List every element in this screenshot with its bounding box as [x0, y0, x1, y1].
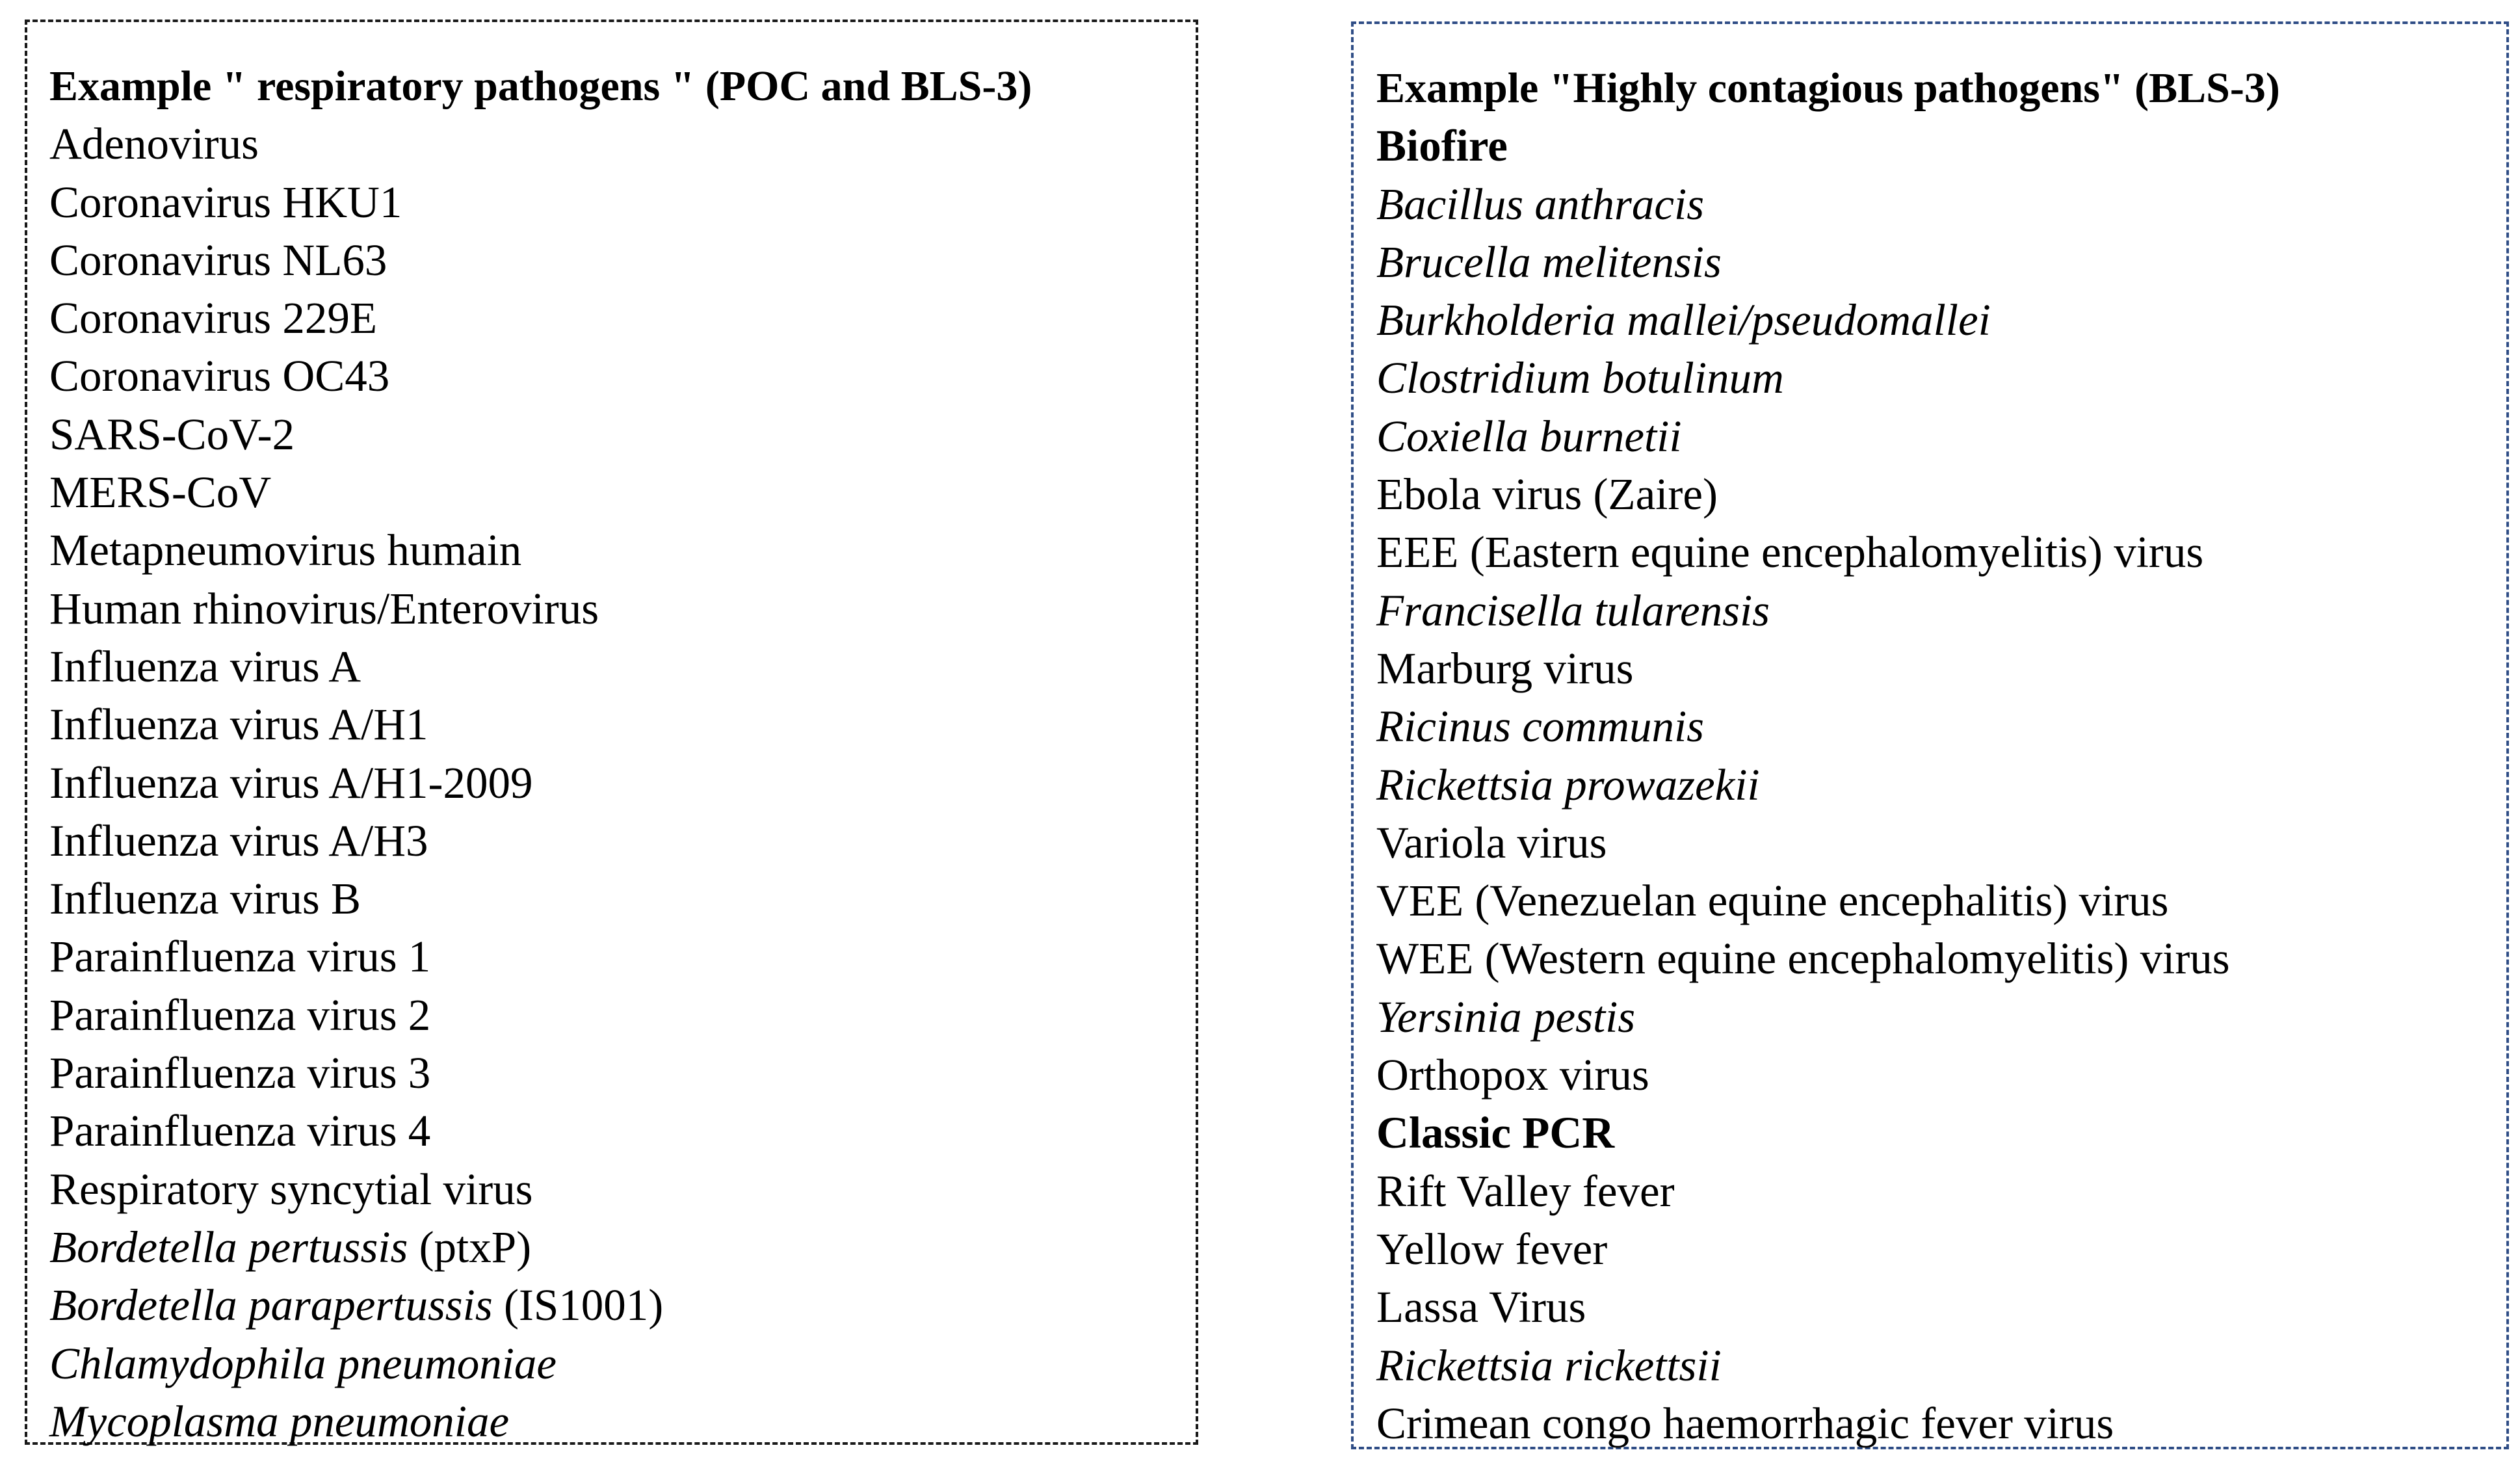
classic-pcr-pathogen-item: Lassa Virus [1376, 1282, 1586, 1332]
biofire-pathogen-item: Orthopox virus [1376, 1050, 1649, 1100]
biofire-pathogen-item: EEE (Eastern equine encephalomyelitis) virus [1376, 527, 2204, 577]
biofire-pathogen-item [1354, 291, 2506, 349]
classic-pcr-pathogen-item: Yellow fever [1376, 1224, 1608, 1274]
biofire-pathogen-item [1354, 408, 2506, 466]
respiratory-pathogen-item: Coronavirus NL63 [49, 235, 387, 285]
species-name: Rickettsia rickettsii [1376, 1340, 1722, 1390]
species-name: Bordetella parapertussis [49, 1280, 493, 1330]
biofire-pathogen-item [1354, 349, 2506, 407]
respiratory-pathogens-panel [25, 20, 1198, 1445]
respiratory-pathogen-item: Parainfluenza virus 4 [49, 1106, 431, 1156]
biofire-pathogen-item [1354, 698, 2506, 756]
respiratory-pathogens-title: Example " respiratory pathogens " (POC and BLS-3) [49, 62, 1032, 110]
species-name: Chlamydophila pneumoniae [49, 1338, 557, 1388]
respiratory-pathogen-item: Human rhinovirus/Enterovirus [49, 583, 599, 633]
target-gene: (ptxP) [408, 1222, 532, 1272]
respiratory-pathogen-item: Parainfluenza virus 2 [49, 990, 431, 1040]
biofire-pathogen-item [1354, 582, 2506, 640]
respiratory-pathogen-item: Influenza virus A/H1-2009 [49, 758, 533, 808]
biofire-pathogen-item [1354, 756, 2506, 814]
respiratory-pathogen-item: Coronavirus 229E [49, 293, 378, 343]
respiratory-pathogen-item: Influenza virus A [49, 641, 361, 691]
species-name: Brucella melitensis [1376, 237, 1722, 287]
respiratory-pathogen-item: Influenza virus A/H3 [49, 815, 428, 865]
respiratory-pathogen-item: Adenovirus [49, 119, 259, 169]
species-name: Clostridium botulinum [1376, 353, 1784, 403]
species-name: Ricinus communis [1376, 702, 1705, 752]
respiratory-pathogen-item: Parainfluenza virus 1 [49, 932, 431, 982]
classic-pcr-pathogen-list [1354, 1163, 2506, 1453]
biofire-pathogen-item: Ebola virus (Zaire) [1376, 469, 1718, 520]
species-name: Francisella tularensis [1376, 585, 1770, 635]
respiratory-pathogen-item: Parainfluenza virus 3 [49, 1048, 431, 1098]
respiratory-pathogen-item [27, 1335, 1196, 1393]
biofire-pathogen-item: Marburg virus [1376, 643, 1634, 693]
respiratory-pathogen-item: Coronavirus OC43 [49, 351, 390, 401]
respiratory-pathogen-item: Influenza virus B [49, 874, 361, 924]
respiratory-pathogen-item: Metapneumovirus humain [49, 525, 522, 575]
respiratory-pathogen-item [27, 1219, 1196, 1276]
species-name: Mycoplasma pneumoniae [49, 1396, 510, 1446]
biofire-pathogen-list [1354, 176, 2506, 1105]
respiratory-pathogen-item [27, 1276, 1196, 1334]
respiratory-pathogen-item: Coronavirus HKU1 [49, 177, 402, 227]
respiratory-pathogens-list [27, 115, 1196, 1451]
biofire-pathogen-item [1354, 176, 2506, 233]
respiratory-pathogen-item: Respiratory syncytial virus [49, 1164, 533, 1214]
biofire-section-heading: Biofire [1376, 121, 1508, 171]
species-name: Rickettsia prowazekii [1376, 759, 1760, 810]
respiratory-pathogen-item: Influenza virus A/H1 [49, 700, 428, 750]
respiratory-pathogen-item: MERS-CoV [49, 468, 272, 518]
species-name: Bacillus anthracis [1376, 179, 1705, 229]
contagious-pathogens-panel [1351, 21, 2509, 1449]
biofire-pathogen-item [1354, 988, 2506, 1046]
biofire-pathogen-item: WEE (Western equine encephalomyelitis) virus [1376, 934, 2230, 984]
biofire-pathogen-item: Variola virus [1376, 817, 1607, 867]
contagious-pathogens-title: Example "Highly contagious pathogens" (BLS-3) [1376, 64, 2280, 112]
respiratory-pathogen-item: SARS-CoV-2 [49, 409, 295, 459]
biofire-pathogen-item [1354, 233, 2506, 291]
classic-pcr-pathogen-item: Crimean congo haemorrhagic fever virus [1376, 1398, 2114, 1448]
classic-pcr-pathogen-item [1354, 1337, 2506, 1395]
species-name: Bordetella pertussis [49, 1222, 408, 1272]
respiratory-pathogen-item [27, 1393, 1196, 1451]
target-gene: (IS1001) [492, 1280, 664, 1330]
biofire-pathogen-item: VEE (Venezuelan equine encephalitis) virus [1376, 876, 2169, 926]
classic-pcr-section-heading: Classic PCR [1376, 1108, 1615, 1158]
classic-pcr-pathogen-item: Rift Valley fever [1376, 1166, 1675, 1216]
species-name: Yersinia pestis [1376, 992, 1636, 1042]
species-name: Coxiella burnetii [1376, 411, 1682, 461]
species-name: Burkholderia mallei/pseudomallei [1376, 295, 1991, 345]
